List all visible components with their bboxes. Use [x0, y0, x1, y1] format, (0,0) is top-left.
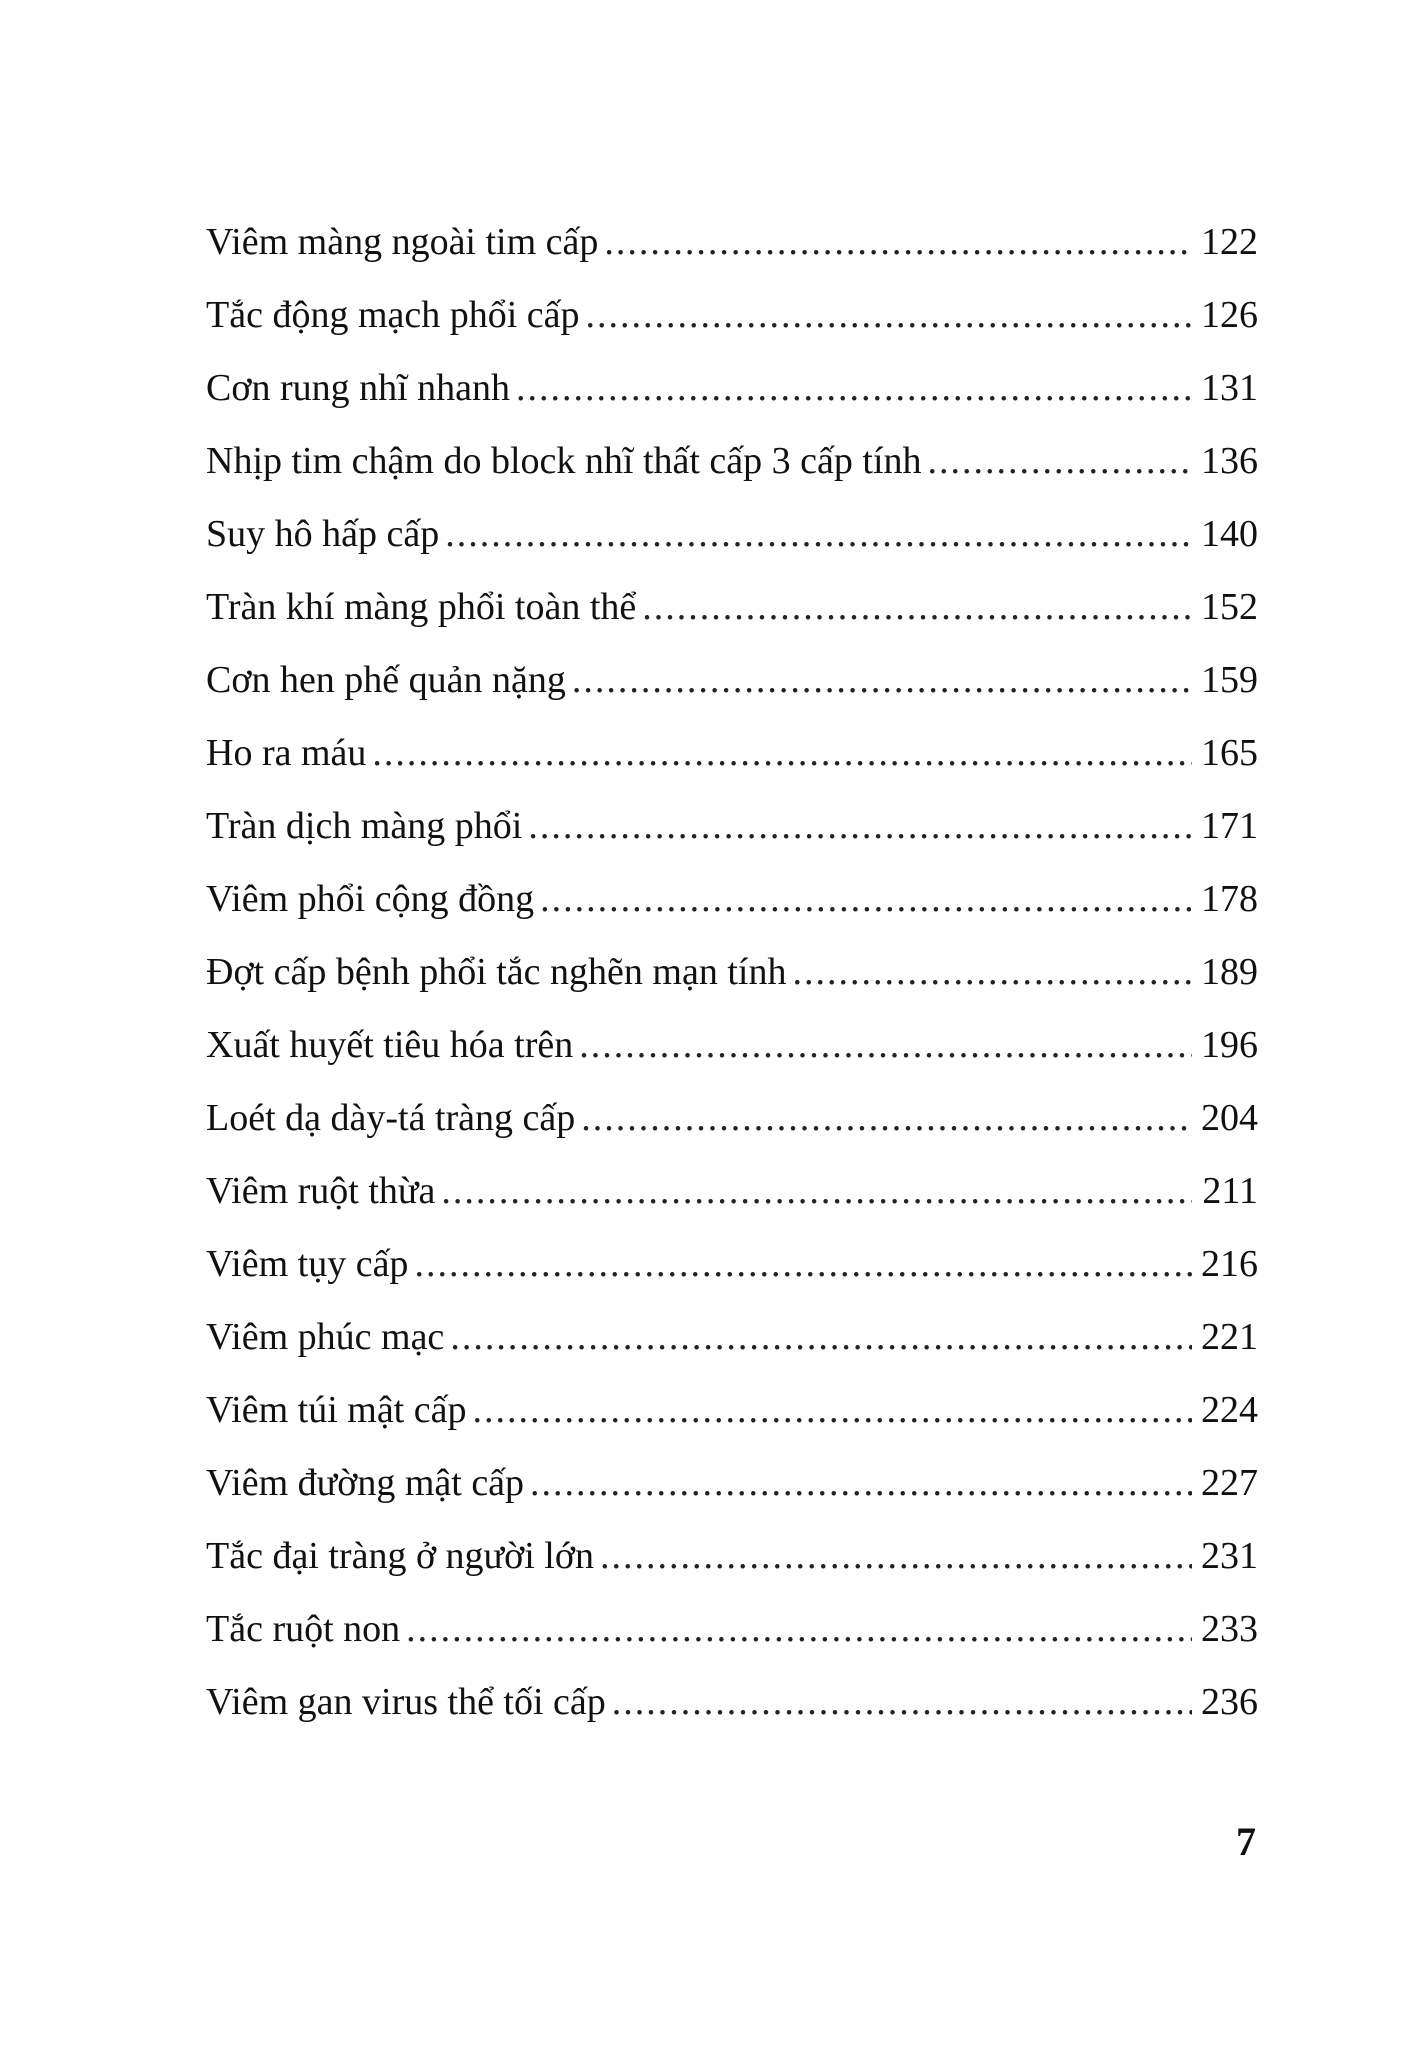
table-of-contents — [206, 206, 1258, 1739]
toc-entry-page: 152 — [1201, 586, 1258, 628]
toc-entry-title: Đợt cấp bệnh phổi tắc nghẽn mạn tính — [206, 951, 787, 993]
toc-entry — [206, 1374, 1258, 1447]
toc-dot-leader — [581, 1082, 1192, 1155]
toc-entry — [206, 279, 1258, 352]
toc-entry-title: Viêm tụy cấp — [206, 1243, 409, 1285]
page-number: 7 — [1236, 1819, 1256, 1864]
toc-entry-title: Suy hô hấp cấp — [206, 513, 440, 555]
toc-entry — [206, 571, 1258, 644]
toc-entry — [206, 1520, 1258, 1593]
toc-entry-page: 171 — [1201, 805, 1258, 847]
toc-dot-leader — [642, 571, 1192, 644]
toc-entry-page: 140 — [1201, 513, 1258, 555]
toc-dot-leader — [530, 1447, 1192, 1520]
toc-entry-title: Viêm gan virus thể tối cấp — [206, 1681, 606, 1723]
toc-dot-leader — [414, 1228, 1192, 1301]
toc-entry-title: Tắc ruột non — [206, 1608, 401, 1650]
toc-dot-leader — [604, 206, 1192, 279]
toc-entry-page: 189 — [1201, 951, 1258, 993]
toc-entry-page: 227 — [1201, 1462, 1258, 1504]
toc-entry-page: 204 — [1201, 1097, 1258, 1139]
toc-entry — [206, 498, 1258, 571]
toc-entry-title: Cơn rung nhĩ nhanh — [206, 367, 511, 409]
toc-dot-leader — [441, 1155, 1192, 1228]
toc-entry-title: Viêm túi mật cấp — [206, 1389, 467, 1431]
toc-entry — [206, 206, 1258, 279]
toc-entry-title: Tràn khí màng phổi toàn thể — [206, 586, 637, 628]
toc-entry-page: 131 — [1201, 367, 1258, 409]
toc-entry-page: 159 — [1201, 659, 1258, 701]
toc-entry — [206, 790, 1258, 863]
toc-dot-leader — [450, 1301, 1192, 1374]
toc-entry-page: 122 — [1201, 221, 1258, 263]
toc-entry — [206, 425, 1258, 498]
toc-entry-page: 211 — [1202, 1170, 1258, 1212]
toc-dot-leader — [372, 717, 1192, 790]
toc-entry — [206, 1301, 1258, 1374]
toc-entry-title: Viêm phổi cộng đồng — [206, 878, 535, 920]
toc-entry-page: 233 — [1201, 1608, 1258, 1650]
toc-entry-page: 216 — [1201, 1243, 1258, 1285]
toc-entry — [206, 863, 1258, 936]
toc-entry — [206, 1666, 1258, 1739]
toc-entry-title: Cơn hen phế quản nặng — [206, 659, 566, 701]
toc-dot-leader — [406, 1593, 1192, 1666]
toc-dot-leader — [445, 498, 1192, 571]
toc-entry-page: 126 — [1201, 294, 1258, 336]
toc-entry-title: Nhịp tim chậm do block nhĩ thất cấp 3 cấp tính — [206, 440, 922, 482]
toc-entry-page: 231 — [1201, 1535, 1258, 1577]
toc-entry-page: 165 — [1201, 732, 1258, 774]
toc-entry — [206, 644, 1258, 717]
toc-entry — [206, 936, 1258, 1009]
toc-entry-title: Xuất huyết tiêu hóa trên — [206, 1024, 574, 1066]
toc-entry — [206, 1082, 1258, 1155]
toc-entry-page: 221 — [1201, 1316, 1258, 1358]
toc-entry-title: Tràn dịch màng phổi — [206, 805, 523, 847]
toc-dot-leader — [928, 425, 1192, 498]
toc-entry — [206, 1009, 1258, 1082]
toc-dot-leader — [586, 279, 1192, 352]
toc-dot-leader — [600, 1520, 1192, 1593]
toc-entry — [206, 352, 1258, 425]
toc-dot-leader — [528, 790, 1192, 863]
toc-entry — [206, 1447, 1258, 1520]
toc-entry-title: Viêm ruột thừa — [206, 1170, 436, 1212]
toc-dot-leader — [516, 352, 1192, 425]
toc-entry — [206, 1228, 1258, 1301]
toc-entry-title: Viêm phúc mạc — [206, 1316, 445, 1358]
toc-entry-page: 136 — [1201, 440, 1258, 482]
toc-dot-leader — [612, 1666, 1192, 1739]
toc-entry — [206, 1593, 1258, 1666]
toc-entry-page: 236 — [1201, 1681, 1258, 1723]
toc-dot-leader — [540, 863, 1192, 936]
toc-entry-title: Loét dạ dày-tá tràng cấp — [206, 1097, 576, 1139]
toc-entry-title: Ho ra máu — [206, 732, 367, 774]
toc-dot-leader — [572, 644, 1192, 717]
toc-dot-leader — [579, 1009, 1192, 1082]
toc-entry — [206, 717, 1258, 790]
toc-entry-title: Viêm màng ngoài tim cấp — [206, 221, 599, 263]
toc-entry-title: Viêm đường mật cấp — [206, 1462, 525, 1504]
toc-entry-page: 224 — [1201, 1389, 1258, 1431]
toc-entry-title: Tắc đại tràng ở người lớn — [206, 1535, 594, 1577]
toc-entry — [206, 1155, 1258, 1228]
toc-entry-page: 178 — [1201, 878, 1258, 920]
toc-entry-page: 196 — [1201, 1024, 1258, 1066]
toc-entry-title: Tắc động mạch phổi cấp — [206, 294, 580, 336]
toc-dot-leader — [472, 1374, 1192, 1447]
toc-dot-leader — [792, 936, 1192, 1009]
